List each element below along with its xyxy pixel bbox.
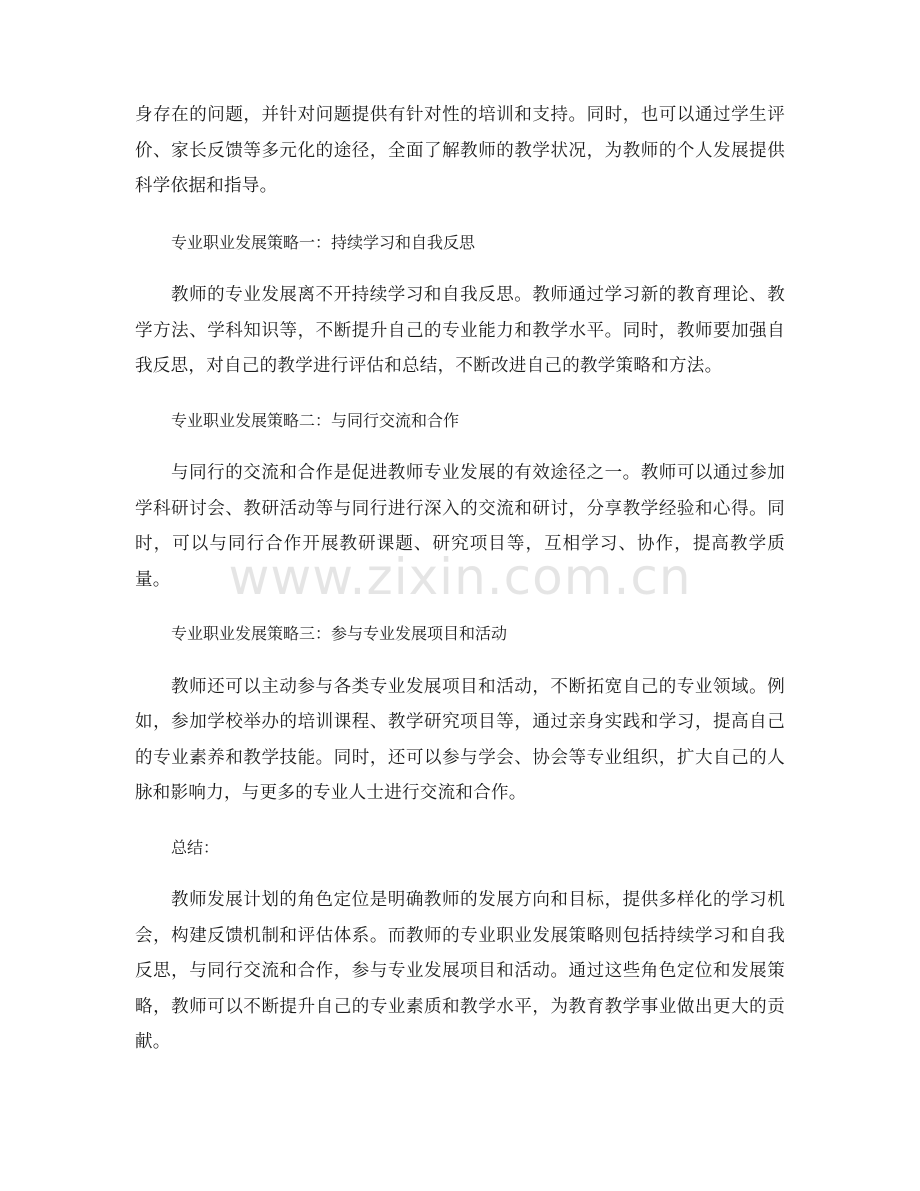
paragraph-strategy-2: 与同行的交流和合作是促进教师专业发展的有效途径之一。教师可以通过参加学科研讨会、教研活动等与同行进行深入的交流和研讨，分享教学经验和心得。同时，可以与同行合作开展教研课题、研究项目等，互相学习、协作，提高教学质量。 xyxy=(135,463,785,590)
section-heading-summary: 总结： xyxy=(171,837,220,857)
paragraph-strategy-3: 教师还可以主动参与各类专业发展项目和活动，不断拓宽自己的专业领域。例如，参加学校举办的培训课程、教学研究项目等，通过亲身实践和学习，提高自己的专业素养和教学技能。同时，还可以参与学会、协会等专业组织，扩大自己的人脉和影响力，与更多的专业人士进行交流和合作。 xyxy=(135,676,785,803)
watermark: www.zixin.com.cn xyxy=(228,548,692,606)
document-body xyxy=(135,98,785,1061)
paragraph-strategy-1: 教师的专业发展离不开持续学习和自我反思。教师通过学习新的教育理论、教学方法、学科知识等，不断提升自己的专业能力和教学水平。同时，教师要加强自我反思，对自己的教学进行评估和总结，不断改进自己的教学策略和方法。 xyxy=(135,285,785,376)
paragraph-summary: 教师发展计划的角色定位是明确教师的发展方向和目标，提供多样化的学习机会，构建反馈机制和评估体系。而教师的专业职业发展策略则包括持续学习和自我反思，与同行交流和合作，参与专业发展项目和活动。通过这些角色定位和发展策略，教师可以不断提升自己的专业素质和教学水平，为教育教学事业做出更大的贡献。 xyxy=(135,890,785,1052)
section-heading-strategy-1: 专业职业发展策略一：持续学习和自我反思 xyxy=(171,232,476,252)
paragraph-intro-continued: 身存在的问题，并针对问题提供有针对性的培训和支持。同时，也可以通过学生评价、家长反馈等多元化的途径，全面了解教师的教学状况，为教师的个人发展提供科学依据和指导。 xyxy=(135,105,785,196)
section-heading-strategy-3: 专业职业发展策略三：参与专业发展项目和活动 xyxy=(171,624,508,643)
section-heading-strategy-2: 专业职业发展策略二：与同行交流和合作 xyxy=(171,410,460,430)
